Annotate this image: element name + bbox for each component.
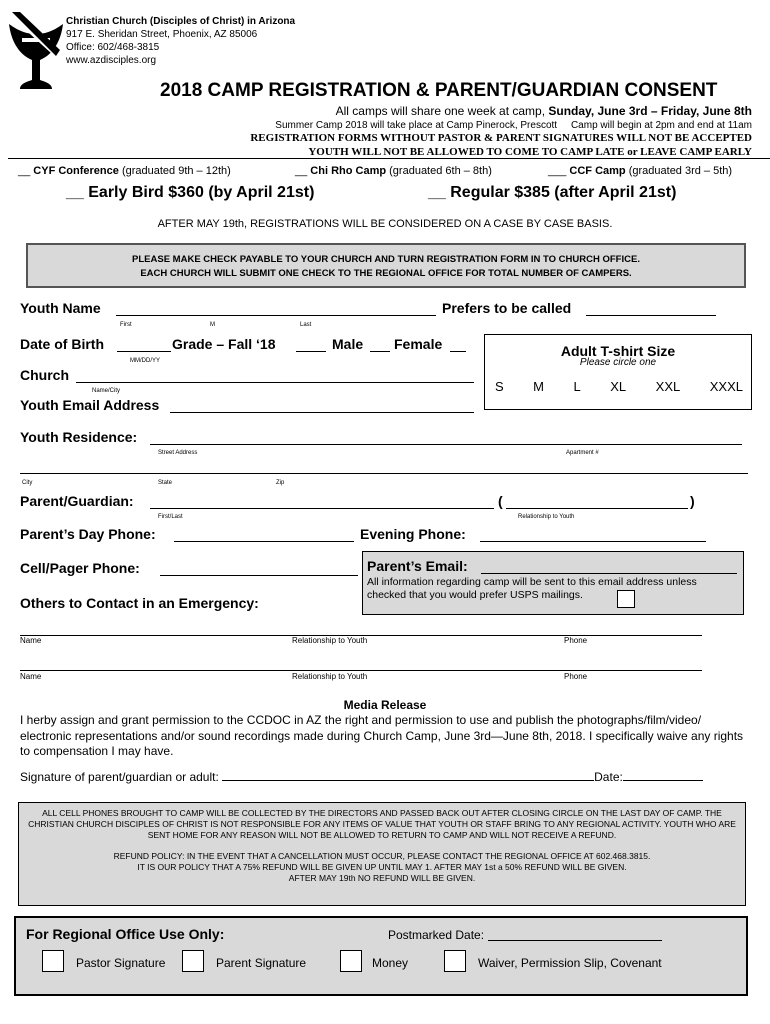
day-phone-field[interactable] [174,529,354,542]
camp-name: Chi Rho Camp [310,165,387,177]
zip-hint: Zip [276,480,285,486]
contact-relationship-hint: Relationship to Youth [292,672,368,681]
tshirt-size-option[interactable]: XXXL [709,379,743,394]
camp-week-line [336,104,752,118]
tshirt-size-option[interactable]: XXL [655,379,681,394]
usps-checkbox[interactable] [617,590,635,608]
female-field[interactable] [450,339,466,352]
media-signature-line [20,770,703,784]
money-checkbox[interactable] [340,950,362,972]
check-notice-box [26,243,746,288]
contact-phone-hint: Phone [564,636,588,645]
camp-grades: (graduated 3rd – 5th) [628,165,733,177]
media-release-title: Media Release [343,698,427,712]
city-hint: City [22,480,33,486]
org-website[interactable]: www.azdisciples.org [66,55,157,66]
summer-camp-line: Summer Camp 2018 will take place at Camp Pinerock, Prescott Camp will begin at 2pm and end at 11am [275,120,752,131]
parent-email-note: All information regarding camp will be sent to this email address unless checked that you would prefer USPS mailings. [367,576,697,601]
form-title: 2018 CAMP REGISTRATION & PARENT/GUARDIAN CONSENT [160,80,718,101]
header-divider [8,158,770,159]
after-may-notice: AFTER MAY 19th, REGISTRATIONS WILL BE CONSIDERED ON A CASE BY CASE BASIS. [157,218,613,230]
check-notice-line1: PLEASE MAKE CHECK PAYABLE TO YOUR CHURCH AND TURN REGISTRATION FORM IN TO CHURCH OFFICE. [132,254,640,265]
parent-signature-checkbox[interactable] [182,950,204,972]
money-label: Money [372,956,409,970]
tshirt-sizes [495,379,743,394]
camp-grades: (graduated 6th – 8th) [389,165,492,177]
youth-name-label: Youth Name [20,300,101,316]
cell-phone-policy: ALL CELL PHONES BROUGHT TO CAMP WILL BE COLLECTED BY THE DIRECTORS AND PASSED BACK OUT AFTER CLOSING CIRCLE ON THE LAST DAY OF CAMP. THE CHRISTIAN CHURCH DISCIPLES OF CHRIST IS NOT RESPONSIBLE FOR ANY ITEMS OF VALUE THAT YOUTH OR STAFF BRING TO ANY REGIONAL ACTIVITY. YOUTH WHO ARE SENT HOME FOR ANY REASON WILL NOT BE ALLOWED TO RETURN TO CAMP AND WILL NOT RECEIVE A REFUND. [28,808,736,840]
date-label: Date: [594,770,623,784]
day-phone-label: Parent’s Day Phone: [20,526,156,542]
hint-middle: M [210,322,215,328]
cell-phone-label: Cell/Pager Phone: [20,560,140,576]
tshirt-title: Adult T-shirt Size [560,343,676,359]
emergency-label: Others to Contact in an Emergency: [20,595,259,611]
camp-option-chirho[interactable]: __ Chi Rho Camp (graduated 6th – 8th) [295,165,492,177]
late-early-warning: YOUTH WILL NOT BE ALLOWED TO COME TO CAMP LATE or LEAVE CAMP EARLY [308,146,752,158]
prefers-called-label: Prefers to be called [442,300,572,316]
refund-policy-1: REFUND POLICY: IN THE EVENT THAT A CANCELLATION MUST OCCUR, PLEASE CONTACT THE REGIONAL OFFICE AT 602.468.3815. [113,851,651,861]
evening-phone-field[interactable] [480,529,706,542]
tshirt-size-option[interactable]: XL [610,379,627,394]
parent-guardian-field[interactable] [150,496,494,509]
relationship-open-paren: ( [498,493,503,509]
tshirt-size-option[interactable]: S [495,379,504,394]
check-notice-line2: EACH CHURCH WILL SUBMIT ONE CHECK TO THE REGIONAL OFFICE FOR TOTAL NUMBER OF CAMPERS. [140,268,632,279]
refund-policy-3: AFTER MAY 19th NO REFUND WILL BE GIVEN. [288,873,476,883]
parent-email-label: Parent’s Email: [367,558,468,574]
chalice-logo [6,10,66,92]
youth-email-field[interactable] [170,400,474,413]
camp-week-dates: Sunday, June 3rd – Friday, June 8th [548,104,752,118]
contact-relationship-hint: Relationship to Youth [292,636,368,645]
relationship-hint: Relationship to Youth [518,514,575,520]
tshirt-size-option[interactable]: M [533,379,545,394]
pastor-signature-label: Pastor Signature [76,956,166,970]
female-label: Female [394,336,443,352]
youth-email-label: Youth Email Address [20,397,160,413]
parent-guardian-label: Parent/Guardian: [20,493,134,509]
early-bird-price[interactable]: __ Early Bird $360 (by April 21st) [66,184,315,201]
contact-name-hint: Name [20,672,42,681]
refund-policy-2: IT IS OUR POLICY THAT A 75% REFUND WILL BE GIVEN UP UNTIL MAY 1. AFTER MAY 1st a 50% REFUND WILL BE GIVEN. [137,862,627,872]
tshirt-size-option[interactable]: L [573,379,581,394]
church-label: Church [20,367,69,383]
postmarked-field[interactable] [488,928,662,941]
evening-phone-label: Evening Phone: [360,526,466,542]
city-state-zip-field[interactable] [20,462,748,474]
hint-first: First [120,322,132,328]
org-office-phone: Office: 602/468-3815 [66,42,160,53]
tshirt-hint: Please circle one [579,357,657,368]
camp-option-cyf[interactable]: __ CYF Conference (graduated 9th – 12th) [18,165,231,177]
parent-email-box [362,551,744,615]
grade-label: Grade – Fall ‘18 [172,336,276,352]
relationship-field[interactable] [506,496,688,509]
regular-price[interactable]: __ Regular $385 (after April 21st) [428,184,677,201]
tshirt-size-box [484,334,752,410]
waiver-label: Waiver, Permission Slip, Covenant [478,956,662,970]
church-field[interactable] [76,370,474,383]
office-use-box [14,916,748,996]
date-field[interactable] [623,770,703,781]
grade-field[interactable] [296,339,326,352]
dob-hint: MM/DD/YY [130,358,160,364]
emergency-contact-2-field[interactable] [20,659,702,671]
signature-field[interactable] [222,770,594,781]
camp-grades: (graduated 9th – 12th) [121,165,231,177]
emergency-contact-1-field[interactable] [20,624,702,636]
cell-phone-field[interactable] [160,563,358,576]
street-hint: Street Address [158,450,198,456]
org-name: Christian Church (Disciples of Christ) in Arizona [66,16,296,27]
state-hint: State [158,480,173,486]
apartment-hint: Apartment # [566,450,599,456]
camp-name: CCF Camp [569,165,626,177]
camp-week-prefix: All camps will share one week at camp, [335,104,549,118]
church-hint: Name/City [92,388,121,394]
camp-option-ccf[interactable]: ___ CCF Camp (graduated 3rd – 5th) [548,165,733,177]
signature-warning: REGISTRATION FORMS WITHOUT PASTOR & PARENT SIGNATURES WILL NOT BE ACCEPTED [250,132,752,144]
dob-field[interactable] [117,339,171,352]
parent-email-field[interactable] [481,561,737,574]
dob-label: Date of Birth [20,336,104,352]
relationship-close-paren: ) [690,493,695,509]
street-field[interactable] [150,432,742,445]
contact-phone-hint: Phone [564,672,588,681]
media-release-body: I herby assign and grant permission to the CCDOC in AZ the right and permission to use and publish the photographs/film/video/ electronic representations and/or sound recordings made during Church Camp, June 3rd—June 8th, 2018. I specifically waive any rights to compensation I may have. [20,713,744,758]
signature-label: Signature of parent/guardian or adult: [20,770,223,784]
prefers-called-field[interactable] [586,303,716,316]
org-address: 917 E. Sheridan Street, Phoenix, AZ 85006 [66,29,258,40]
youth-name-field[interactable] [116,303,436,316]
camp-name: CYF Conference [33,165,119,177]
residence-label: Youth Residence: [20,429,138,445]
office-use-title: For Regional Office Use Only: [26,926,225,942]
pastor-signature-checkbox[interactable] [42,950,64,972]
hint-last: Last [300,322,312,328]
contact-name-hint: Name [20,636,42,645]
postmarked-label: Postmarked Date: [388,928,485,942]
male-label: Male [332,336,364,352]
parent-signature-label: Parent Signature [216,956,307,970]
firstlast-hint: First/Last [158,514,183,520]
policy-box [18,802,746,906]
male-field[interactable] [370,339,390,352]
waiver-checkbox[interactable] [444,950,466,972]
